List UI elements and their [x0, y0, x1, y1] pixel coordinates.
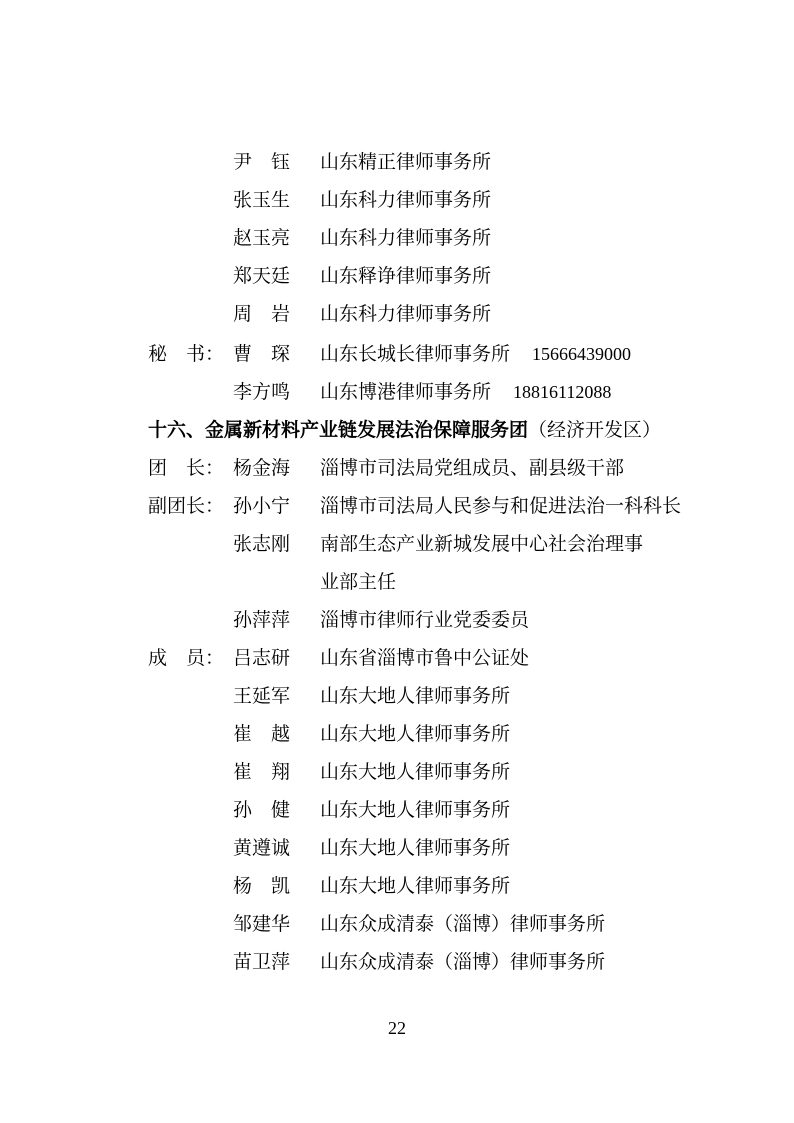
- organization: 淄博市司法局党组成员、副县级干部: [320, 457, 625, 479]
- organization: 山东大地人律师事务所: [320, 761, 511, 783]
- person-name: 尹 钰: [233, 151, 291, 173]
- phone-number: 15666439000: [532, 344, 632, 364]
- person-name: 赵玉亮: [233, 227, 291, 249]
- person-name: 崔 越: [233, 723, 291, 745]
- person-name: 邹建华: [233, 913, 291, 935]
- role-label: 团 长：: [148, 457, 225, 479]
- organization: 山东众成清泰（淄博）律师事务所: [320, 913, 606, 935]
- person-name: 曹 琛: [233, 343, 291, 365]
- organization: 南部生态产业新城发展中心社会治理事: [320, 533, 644, 555]
- person-name: 吕志研: [233, 647, 291, 669]
- person-name: 张玉生: [233, 189, 291, 211]
- organization: 山东释诤律师事务所: [320, 265, 492, 287]
- organization: 山东博港律师事务所 18816112088: [320, 381, 612, 403]
- organization: 山东科力律师事务所: [320, 189, 492, 211]
- person-name: 孙萍萍: [233, 609, 291, 631]
- organization: 业部主任: [320, 571, 397, 593]
- person-name: 王延军: [233, 685, 291, 707]
- organization: 山东长城长律师事务所 15666439000: [320, 343, 632, 365]
- person-name: 李方鸣: [233, 381, 291, 403]
- person-name: 杨 凯: [233, 875, 291, 897]
- phone-number: 18816112088: [513, 382, 612, 402]
- role-label: 秘 书：: [148, 343, 225, 365]
- person-name: 崔 翔: [233, 761, 291, 783]
- organization: 山东大地人律师事务所: [320, 685, 511, 707]
- organization: 淄博市律师行业党委委员: [320, 609, 530, 631]
- organization: 山东科力律师事务所: [320, 227, 492, 249]
- organization: 山东省淄博市鲁中公证处: [320, 647, 530, 669]
- person-name: 郑天廷: [233, 265, 291, 287]
- organization: 山东大地人律师事务所: [320, 837, 511, 859]
- organization: 山东大地人律师事务所: [320, 799, 511, 821]
- organization: 山东众成清泰（淄博）律师事务所: [320, 951, 606, 973]
- page-number: 22: [388, 1018, 406, 1038]
- person-name: 黄遵诚: [233, 837, 291, 859]
- organization: 山东科力律师事务所: [320, 303, 492, 325]
- organization: 山东精正律师事务所: [320, 151, 492, 173]
- organization: 山东大地人律师事务所: [320, 875, 511, 897]
- person-name: 苗卫萍: [233, 951, 291, 973]
- person-name: 孙 健: [233, 799, 291, 821]
- organization: 淄博市司法局人民参与和促进法治一科科长: [320, 495, 682, 517]
- section-district: （经济开发区）: [528, 419, 662, 441]
- role-label: 副团长：: [148, 495, 225, 517]
- organization: 山东大地人律师事务所: [320, 723, 511, 745]
- section-title: 十六、金属新材料产业链发展法治保障服务团: [148, 419, 529, 441]
- person-name: 周 岩: [233, 303, 291, 325]
- person-name: 杨金海: [233, 457, 291, 479]
- person-name: 孙小宁: [233, 495, 291, 517]
- person-name: 张志刚: [233, 533, 291, 555]
- role-label: 成 员：: [148, 647, 225, 669]
